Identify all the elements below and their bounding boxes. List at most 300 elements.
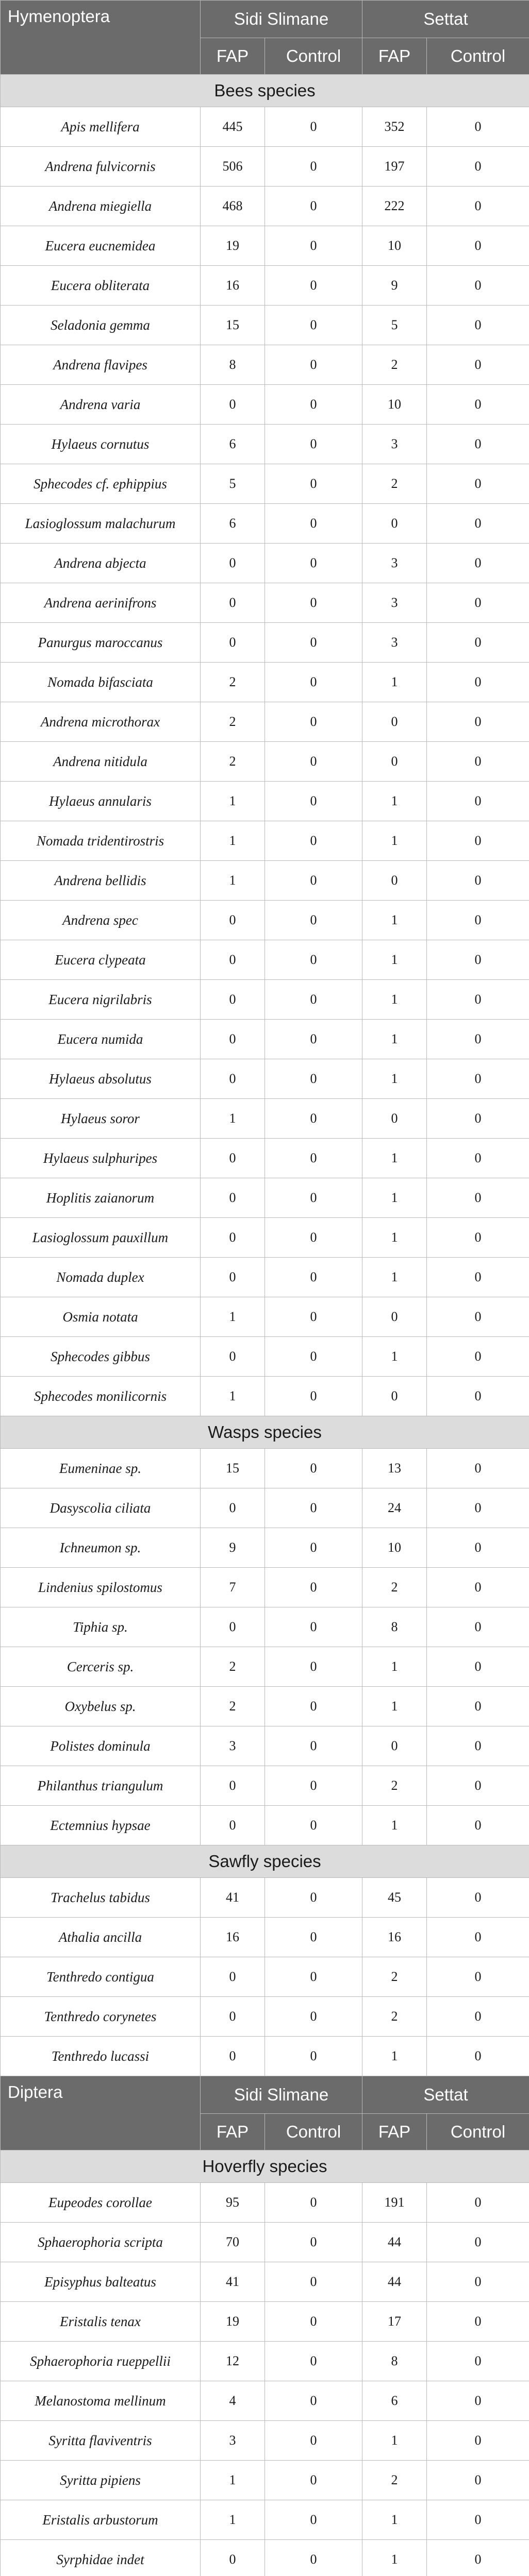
value-sidi-slimane-control: 0 bbox=[265, 583, 362, 623]
table-row bbox=[1, 504, 529, 544]
value-settat-control: 0 bbox=[427, 1806, 529, 1845]
table-row bbox=[1, 544, 529, 583]
table-row bbox=[1, 980, 529, 1020]
value-sidi-slimane-control: 0 bbox=[265, 2421, 362, 2461]
value-sidi-slimane-fap: 1 bbox=[201, 821, 265, 861]
value-settat-control: 0 bbox=[427, 1059, 529, 1099]
value-sidi-slimane-control: 0 bbox=[265, 1099, 362, 1139]
section-title: Bees species bbox=[1, 75, 529, 107]
value-sidi-slimane-fap: 1 bbox=[201, 1297, 265, 1337]
value-settat-control: 0 bbox=[427, 2262, 529, 2302]
table-row bbox=[1, 1918, 529, 1957]
value-settat-control: 0 bbox=[427, 1139, 529, 1178]
table-row bbox=[1, 1377, 529, 1416]
species-name: Trachelus tabidus bbox=[1, 1878, 201, 1918]
value-settat-control: 0 bbox=[427, 1258, 529, 1297]
value-settat-fap: 1 bbox=[362, 2500, 427, 2540]
value-settat-control: 0 bbox=[427, 980, 529, 1020]
value-sidi-slimane-control: 0 bbox=[265, 742, 362, 782]
value-sidi-slimane-fap: 2 bbox=[201, 1687, 265, 1726]
table-row bbox=[1, 1607, 529, 1647]
value-sidi-slimane-control: 0 bbox=[265, 2342, 362, 2381]
site-header-settat: Settat bbox=[362, 2076, 529, 2114]
site-header-sidi-slimane: Sidi Slimane bbox=[201, 2076, 362, 2114]
value-settat-fap: 0 bbox=[362, 861, 427, 901]
column-header-control: Control bbox=[265, 38, 362, 75]
value-sidi-slimane-fap: 12 bbox=[201, 2342, 265, 2381]
value-settat-fap: 9 bbox=[362, 266, 427, 306]
value-sidi-slimane-fap: 5 bbox=[201, 464, 265, 504]
value-sidi-slimane-fap: 0 bbox=[201, 1488, 265, 1528]
species-name: Eristalis arbustorum bbox=[1, 2500, 201, 2540]
species-name: Athalia ancilla bbox=[1, 1918, 201, 1957]
site-header-sidi-slimane: Sidi Slimane bbox=[201, 1, 362, 38]
value-sidi-slimane-control: 0 bbox=[265, 1687, 362, 1726]
value-settat-fap: 2 bbox=[362, 1957, 427, 1997]
value-sidi-slimane-fap: 16 bbox=[201, 266, 265, 306]
value-settat-fap: 44 bbox=[362, 2223, 427, 2262]
value-settat-control: 0 bbox=[427, 226, 529, 266]
value-settat-fap: 10 bbox=[362, 1528, 427, 1568]
value-settat-fap: 191 bbox=[362, 2183, 427, 2223]
species-name: Philanthus triangulum bbox=[1, 1766, 201, 1806]
value-settat-fap: 0 bbox=[362, 1377, 427, 1416]
table-row bbox=[1, 147, 529, 187]
value-settat-fap: 24 bbox=[362, 1488, 427, 1528]
species-name: Andrena flavipes bbox=[1, 345, 201, 385]
value-sidi-slimane-control: 0 bbox=[265, 306, 362, 345]
value-settat-control: 0 bbox=[427, 1607, 529, 1647]
value-sidi-slimane-control: 0 bbox=[265, 187, 362, 226]
species-name: Nomada tridentirostris bbox=[1, 821, 201, 861]
table-row bbox=[1, 623, 529, 663]
table-row bbox=[1, 901, 529, 940]
column-header-control: Control bbox=[427, 2114, 529, 2150]
value-settat-fap: 1 bbox=[362, 1647, 427, 1687]
value-settat-control: 0 bbox=[427, 107, 529, 147]
table-row bbox=[1, 1059, 529, 1099]
table-row bbox=[1, 861, 529, 901]
value-settat-fap: 222 bbox=[362, 187, 427, 226]
value-sidi-slimane-fap: 1 bbox=[201, 1377, 265, 1416]
value-sidi-slimane-fap: 16 bbox=[201, 1918, 265, 1957]
value-settat-fap: 1 bbox=[362, 901, 427, 940]
species-name: Hoplitis zaianorum bbox=[1, 1178, 201, 1218]
value-settat-fap: 1 bbox=[362, 1139, 427, 1178]
value-sidi-slimane-fap: 0 bbox=[201, 2540, 265, 2576]
value-sidi-slimane-fap: 1 bbox=[201, 2500, 265, 2540]
value-settat-fap: 10 bbox=[362, 385, 427, 425]
value-sidi-slimane-fap: 0 bbox=[201, 623, 265, 663]
column-header-fap: FAP bbox=[201, 2114, 265, 2150]
table-row bbox=[1, 1528, 529, 1568]
species-name: Eumeninae sp. bbox=[1, 1449, 201, 1488]
value-sidi-slimane-control: 0 bbox=[265, 504, 362, 544]
value-settat-control: 0 bbox=[427, 2421, 529, 2461]
value-settat-control: 0 bbox=[427, 147, 529, 187]
species-name: Sphaerophoria scripta bbox=[1, 2223, 201, 2262]
table-row bbox=[1, 1726, 529, 1766]
value-settat-fap: 1 bbox=[362, 1059, 427, 1099]
species-name: Hylaeus annularis bbox=[1, 782, 201, 821]
section-row bbox=[1, 75, 529, 107]
species-name: Sphecodes cf. ephippius bbox=[1, 464, 201, 504]
value-settat-control: 0 bbox=[427, 1647, 529, 1687]
value-settat-control: 0 bbox=[427, 1528, 529, 1568]
value-settat-fap: 13 bbox=[362, 1449, 427, 1488]
species-name: Tiphia sp. bbox=[1, 1607, 201, 1647]
table-row bbox=[1, 226, 529, 266]
table-row bbox=[1, 1337, 529, 1377]
value-settat-fap: 2 bbox=[362, 345, 427, 385]
species-name: Eucera numida bbox=[1, 1020, 201, 1059]
value-settat-fap: 8 bbox=[362, 2342, 427, 2381]
value-sidi-slimane-control: 0 bbox=[265, 464, 362, 504]
value-settat-fap: 1 bbox=[362, 2540, 427, 2576]
value-sidi-slimane-control: 0 bbox=[265, 901, 362, 940]
value-settat-control: 0 bbox=[427, 1178, 529, 1218]
table-row bbox=[1, 702, 529, 742]
value-settat-fap: 1 bbox=[362, 663, 427, 702]
table-row bbox=[1, 1020, 529, 1059]
value-sidi-slimane-fap: 6 bbox=[201, 504, 265, 544]
table-row bbox=[1, 940, 529, 980]
table-row bbox=[1, 464, 529, 504]
value-sidi-slimane-control: 0 bbox=[265, 1488, 362, 1528]
value-sidi-slimane-fap: 70 bbox=[201, 2223, 265, 2262]
value-settat-fap: 6 bbox=[362, 2381, 427, 2421]
species-name: Hylaeus absolutus bbox=[1, 1059, 201, 1099]
species-name: Hylaeus cornutus bbox=[1, 425, 201, 464]
value-sidi-slimane-control: 0 bbox=[265, 1218, 362, 1258]
table-row bbox=[1, 821, 529, 861]
table-row bbox=[1, 1488, 529, 1528]
value-sidi-slimane-control: 0 bbox=[265, 1726, 362, 1766]
value-sidi-slimane-control: 0 bbox=[265, 2183, 362, 2223]
value-settat-control: 0 bbox=[427, 940, 529, 980]
value-sidi-slimane-control: 0 bbox=[265, 663, 362, 702]
table-row bbox=[1, 2037, 529, 2076]
value-sidi-slimane-fap: 0 bbox=[201, 1258, 265, 1297]
value-settat-control: 0 bbox=[427, 2500, 529, 2540]
value-settat-control: 0 bbox=[427, 742, 529, 782]
value-settat-control: 0 bbox=[427, 1766, 529, 1806]
column-header-fap: FAP bbox=[362, 38, 427, 75]
value-settat-control: 0 bbox=[427, 544, 529, 583]
value-sidi-slimane-control: 0 bbox=[265, 226, 362, 266]
hymenoptera-header-row bbox=[1, 1, 529, 38]
value-settat-fap: 2 bbox=[362, 464, 427, 504]
value-settat-control: 0 bbox=[427, 861, 529, 901]
value-settat-fap: 1 bbox=[362, 2037, 427, 2076]
species-name: Andrena aerinifrons bbox=[1, 583, 201, 623]
value-sidi-slimane-control: 0 bbox=[265, 1377, 362, 1416]
value-sidi-slimane-fap: 0 bbox=[201, 980, 265, 1020]
value-settat-control: 0 bbox=[427, 2037, 529, 2076]
order-header: Hymenoptera bbox=[1, 1, 201, 75]
value-sidi-slimane-control: 0 bbox=[265, 1020, 362, 1059]
table-row bbox=[1, 663, 529, 702]
value-sidi-slimane-control: 0 bbox=[265, 821, 362, 861]
species-name: Eucera clypeata bbox=[1, 940, 201, 980]
column-header-fap: FAP bbox=[201, 38, 265, 75]
section-row bbox=[1, 2150, 529, 2183]
value-sidi-slimane-control: 0 bbox=[265, 1297, 362, 1337]
species-name: Sphecodes gibbus bbox=[1, 1337, 201, 1377]
value-sidi-slimane-control: 0 bbox=[265, 1957, 362, 1997]
value-settat-fap: 0 bbox=[362, 742, 427, 782]
value-sidi-slimane-fap: 19 bbox=[201, 226, 265, 266]
table-row bbox=[1, 2183, 529, 2223]
value-sidi-slimane-control: 0 bbox=[265, 940, 362, 980]
value-settat-fap: 3 bbox=[362, 544, 427, 583]
species-name: Panurgus maroccanus bbox=[1, 623, 201, 663]
species-name: Andrena fulvicornis bbox=[1, 147, 201, 187]
value-settat-fap: 1 bbox=[362, 1218, 427, 1258]
species-name: Syrphidae indet bbox=[1, 2540, 201, 2576]
value-sidi-slimane-fap: 3 bbox=[201, 2421, 265, 2461]
value-sidi-slimane-fap: 8 bbox=[201, 345, 265, 385]
species-name: Andrena microthorax bbox=[1, 702, 201, 742]
value-settat-fap: 3 bbox=[362, 425, 427, 464]
species-name: Episyphus balteatus bbox=[1, 2262, 201, 2302]
value-sidi-slimane-fap: 2 bbox=[201, 742, 265, 782]
value-sidi-slimane-control: 0 bbox=[265, 782, 362, 821]
section-title: Wasps species bbox=[1, 1416, 529, 1449]
value-settat-fap: 16 bbox=[362, 1918, 427, 1957]
value-settat-fap: 17 bbox=[362, 2302, 427, 2342]
value-settat-control: 0 bbox=[427, 385, 529, 425]
species-name: Ichneumon sp. bbox=[1, 1528, 201, 1568]
value-settat-fap: 1 bbox=[362, 1020, 427, 1059]
value-settat-control: 0 bbox=[427, 2183, 529, 2223]
value-sidi-slimane-fap: 2 bbox=[201, 1647, 265, 1687]
value-settat-control: 0 bbox=[427, 306, 529, 345]
value-sidi-slimane-fap: 0 bbox=[201, 1337, 265, 1377]
table-row bbox=[1, 782, 529, 821]
species-name: Tenthredo corynetes bbox=[1, 1997, 201, 2037]
value-settat-control: 0 bbox=[427, 1687, 529, 1726]
value-settat-control: 0 bbox=[427, 1568, 529, 1607]
value-sidi-slimane-fap: 0 bbox=[201, 1139, 265, 1178]
value-sidi-slimane-fap: 1 bbox=[201, 782, 265, 821]
table-row bbox=[1, 1178, 529, 1218]
table-row bbox=[1, 1806, 529, 1845]
value-sidi-slimane-fap: 95 bbox=[201, 2183, 265, 2223]
species-name: Dasyscolia ciliata bbox=[1, 1488, 201, 1528]
value-settat-control: 0 bbox=[427, 464, 529, 504]
value-settat-fap: 3 bbox=[362, 623, 427, 663]
table-row bbox=[1, 2500, 529, 2540]
species-name: Nomada bifasciata bbox=[1, 663, 201, 702]
species-name: Andrena bellidis bbox=[1, 861, 201, 901]
value-sidi-slimane-control: 0 bbox=[265, 147, 362, 187]
value-sidi-slimane-fap: 445 bbox=[201, 107, 265, 147]
value-sidi-slimane-control: 0 bbox=[265, 1806, 362, 1845]
value-settat-fap: 0 bbox=[362, 1297, 427, 1337]
table-row bbox=[1, 2262, 529, 2302]
value-settat-control: 0 bbox=[427, 1297, 529, 1337]
table-body bbox=[1, 1, 529, 2576]
value-settat-control: 0 bbox=[427, 1020, 529, 1059]
value-settat-fap: 2 bbox=[362, 1766, 427, 1806]
value-settat-control: 0 bbox=[427, 2381, 529, 2421]
column-header-fap: FAP bbox=[362, 2114, 427, 2150]
species-name: Polistes dominula bbox=[1, 1726, 201, 1766]
value-settat-fap: 197 bbox=[362, 147, 427, 187]
value-settat-control: 0 bbox=[427, 821, 529, 861]
value-sidi-slimane-control: 0 bbox=[265, 1997, 362, 2037]
table-row bbox=[1, 1997, 529, 2037]
section-row bbox=[1, 1845, 529, 1878]
species-name: Seladonia gemma bbox=[1, 306, 201, 345]
value-sidi-slimane-control: 0 bbox=[265, 2037, 362, 2076]
species-name: Hylaeus soror bbox=[1, 1099, 201, 1139]
value-settat-fap: 8 bbox=[362, 1607, 427, 1647]
value-sidi-slimane-control: 0 bbox=[265, 2302, 362, 2342]
species-name: Tenthredo lucassi bbox=[1, 2037, 201, 2076]
value-sidi-slimane-fap: 2 bbox=[201, 663, 265, 702]
value-sidi-slimane-control: 0 bbox=[265, 544, 362, 583]
value-settat-control: 0 bbox=[427, 1997, 529, 2037]
value-sidi-slimane-control: 0 bbox=[265, 1647, 362, 1687]
value-settat-fap: 5 bbox=[362, 306, 427, 345]
value-settat-fap: 1 bbox=[362, 1806, 427, 1845]
value-sidi-slimane-fap: 0 bbox=[201, 1766, 265, 1806]
value-sidi-slimane-control: 0 bbox=[265, 266, 362, 306]
table-row bbox=[1, 1449, 529, 1488]
section-title: Sawfly species bbox=[1, 1845, 529, 1878]
value-sidi-slimane-fap: 0 bbox=[201, 583, 265, 623]
value-sidi-slimane-fap: 0 bbox=[201, 385, 265, 425]
table-row bbox=[1, 306, 529, 345]
value-sidi-slimane-control: 0 bbox=[265, 623, 362, 663]
value-settat-control: 0 bbox=[427, 623, 529, 663]
value-sidi-slimane-control: 0 bbox=[265, 2223, 362, 2262]
value-sidi-slimane-fap: 15 bbox=[201, 1449, 265, 1488]
value-settat-control: 0 bbox=[427, 1878, 529, 1918]
value-sidi-slimane-fap: 0 bbox=[201, 1957, 265, 1997]
value-settat-control: 0 bbox=[427, 187, 529, 226]
value-settat-control: 0 bbox=[427, 782, 529, 821]
value-sidi-slimane-fap: 0 bbox=[201, 1020, 265, 1059]
value-sidi-slimane-fap: 0 bbox=[201, 1178, 265, 1218]
table-row bbox=[1, 2421, 529, 2461]
value-settat-control: 0 bbox=[427, 1337, 529, 1377]
value-settat-fap: 2 bbox=[362, 1997, 427, 2037]
table-row bbox=[1, 583, 529, 623]
table-row bbox=[1, 2342, 529, 2381]
value-settat-control: 0 bbox=[427, 1099, 529, 1139]
table-row bbox=[1, 1957, 529, 1997]
table-row bbox=[1, 1139, 529, 1178]
value-sidi-slimane-fap: 0 bbox=[201, 901, 265, 940]
table-row bbox=[1, 1099, 529, 1139]
value-sidi-slimane-fap: 0 bbox=[201, 940, 265, 980]
species-name: Osmia notata bbox=[1, 1297, 201, 1337]
table-row bbox=[1, 1687, 529, 1726]
value-settat-fap: 1 bbox=[362, 821, 427, 861]
table-row bbox=[1, 742, 529, 782]
value-sidi-slimane-fap: 0 bbox=[201, 1806, 265, 1845]
species-name: Syritta flaviventris bbox=[1, 2421, 201, 2461]
value-settat-fap: 0 bbox=[362, 1099, 427, 1139]
value-settat-control: 0 bbox=[427, 345, 529, 385]
value-sidi-slimane-control: 0 bbox=[265, 1337, 362, 1377]
value-sidi-slimane-fap: 3 bbox=[201, 1726, 265, 1766]
table-row bbox=[1, 2302, 529, 2342]
species-name: Ectemnius hypsae bbox=[1, 1806, 201, 1845]
value-sidi-slimane-fap: 7 bbox=[201, 1568, 265, 1607]
species-name: Melanostoma mellinum bbox=[1, 2381, 201, 2421]
value-sidi-slimane-control: 0 bbox=[265, 2500, 362, 2540]
value-settat-fap: 0 bbox=[362, 504, 427, 544]
value-sidi-slimane-fap: 1 bbox=[201, 2461, 265, 2500]
value-sidi-slimane-control: 0 bbox=[265, 1918, 362, 1957]
value-sidi-slimane-control: 0 bbox=[265, 1178, 362, 1218]
value-sidi-slimane-fap: 0 bbox=[201, 2037, 265, 2076]
value-settat-fap: 0 bbox=[362, 702, 427, 742]
species-name: Andrena miegiella bbox=[1, 187, 201, 226]
value-sidi-slimane-control: 0 bbox=[265, 1607, 362, 1647]
column-header-control: Control bbox=[265, 2114, 362, 2150]
value-sidi-slimane-fap: 6 bbox=[201, 425, 265, 464]
value-sidi-slimane-fap: 0 bbox=[201, 1218, 265, 1258]
value-sidi-slimane-fap: 41 bbox=[201, 2262, 265, 2302]
value-settat-control: 0 bbox=[427, 2540, 529, 2576]
species-name: Eupeodes corollae bbox=[1, 2183, 201, 2223]
value-sidi-slimane-control: 0 bbox=[265, 385, 362, 425]
value-sidi-slimane-control: 0 bbox=[265, 702, 362, 742]
value-settat-control: 0 bbox=[427, 1488, 529, 1528]
value-sidi-slimane-control: 0 bbox=[265, 345, 362, 385]
value-sidi-slimane-fap: 1 bbox=[201, 1099, 265, 1139]
species-name: Sphaerophoria rueppellii bbox=[1, 2342, 201, 2381]
value-sidi-slimane-fap: 1 bbox=[201, 861, 265, 901]
value-sidi-slimane-fap: 4 bbox=[201, 2381, 265, 2421]
species-name: Eucera eucnemidea bbox=[1, 226, 201, 266]
value-sidi-slimane-fap: 2 bbox=[201, 702, 265, 742]
species-name: Andrena spec bbox=[1, 901, 201, 940]
value-sidi-slimane-control: 0 bbox=[265, 1878, 362, 1918]
column-header-control: Control bbox=[427, 38, 529, 75]
species-name: Nomada duplex bbox=[1, 1258, 201, 1297]
value-settat-fap: 1 bbox=[362, 1337, 427, 1377]
value-sidi-slimane-control: 0 bbox=[265, 1059, 362, 1099]
table-row bbox=[1, 1878, 529, 1918]
value-sidi-slimane-control: 0 bbox=[265, 1449, 362, 1488]
table-row bbox=[1, 1218, 529, 1258]
species-name: Lasioglossum pauxillum bbox=[1, 1218, 201, 1258]
value-settat-fap: 1 bbox=[362, 782, 427, 821]
value-settat-fap: 0 bbox=[362, 1726, 427, 1766]
species-name: Oxybelus sp. bbox=[1, 1687, 201, 1726]
value-sidi-slimane-fap: 0 bbox=[201, 1607, 265, 1647]
value-sidi-slimane-fap: 19 bbox=[201, 2302, 265, 2342]
value-settat-control: 0 bbox=[427, 266, 529, 306]
value-settat-control: 0 bbox=[427, 702, 529, 742]
species-name: Andrena nitidula bbox=[1, 742, 201, 782]
order-header: Diptera bbox=[1, 2076, 201, 2150]
value-settat-fap: 1 bbox=[362, 1178, 427, 1218]
species-name: Andrena varia bbox=[1, 385, 201, 425]
species-name: Eucera obliterata bbox=[1, 266, 201, 306]
value-sidi-slimane-control: 0 bbox=[265, 2461, 362, 2500]
value-settat-control: 0 bbox=[427, 1218, 529, 1258]
value-settat-control: 0 bbox=[427, 504, 529, 544]
value-sidi-slimane-control: 0 bbox=[265, 1139, 362, 1178]
value-sidi-slimane-control: 0 bbox=[265, 980, 362, 1020]
